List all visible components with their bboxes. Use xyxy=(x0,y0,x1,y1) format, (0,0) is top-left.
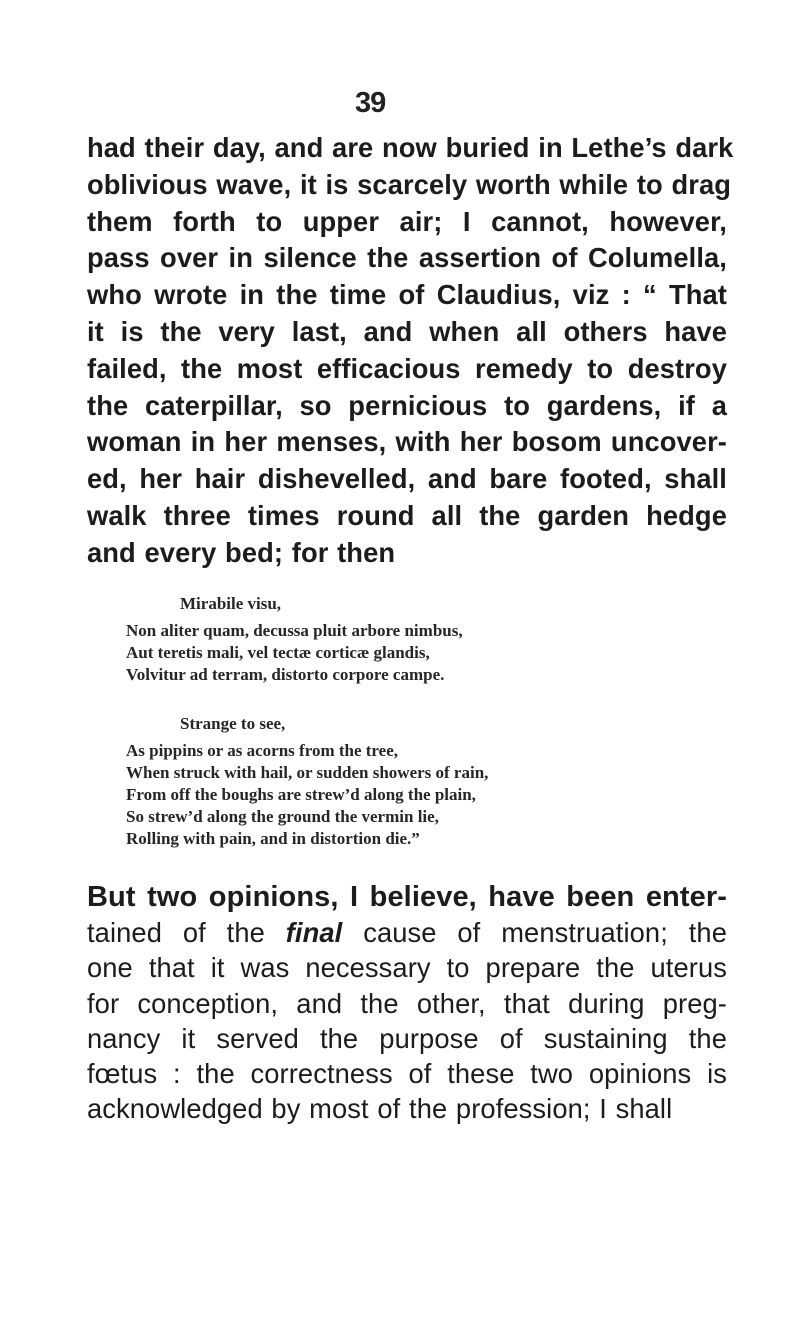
verse-line: When struck with hail, or sudden showers of rain, xyxy=(126,763,489,782)
verse-line: Non aliter quam, decussa pluit arbore nimbus, xyxy=(126,621,463,640)
text-line: who wrote in the time of Claudius, viz : “ That xyxy=(87,279,727,311)
english-verse xyxy=(126,713,696,850)
emphasized-word: final xyxy=(285,917,343,949)
text-run: But two opinions, I believe, have been enter- xyxy=(87,881,727,913)
text-line xyxy=(87,915,727,950)
text-line: acknowledged by most of the profession; I shall xyxy=(87,1093,673,1125)
text-line: walk three times round all the garden hedge xyxy=(87,499,727,531)
text-line: fœtus : the correctness of these two opinions is xyxy=(87,1057,727,1089)
verse-line: As pippins or as acorns from the tree, xyxy=(126,741,398,760)
verse-line: Rolling with pain, and in distortion die.” xyxy=(126,829,420,848)
text-line: it is the very last, and when all others have xyxy=(87,315,727,347)
verse-heading: Strange to see, xyxy=(180,714,286,733)
text-line xyxy=(87,880,727,915)
verse-heading: Mirabile visu, xyxy=(180,594,282,613)
latin-verse xyxy=(126,593,696,686)
paragraph-columella xyxy=(87,130,734,572)
text-line: for conception, and the other, that during preg- xyxy=(87,987,727,1019)
text-line: the caterpillar, so pernicious to gardens, if a xyxy=(87,389,727,421)
text-line: had their day, and are now buried in Lethe’s dark xyxy=(87,132,734,163)
text-line: failed, the most efficacious remedy to destroy xyxy=(87,352,727,384)
text-line: nancy it served the purpose of sustaining the xyxy=(87,1022,727,1054)
paragraph-menstruation xyxy=(87,880,727,1126)
verse-line: From off the boughs are strew’d along the plain, xyxy=(126,785,476,804)
text-run: tained of the xyxy=(87,917,286,949)
page-number: 39 xyxy=(355,87,386,119)
text-line: ed, her hair dishevelled, and bare footed, shall xyxy=(87,463,727,495)
verse-line: So strew’d along the ground the vermin lie, xyxy=(126,807,439,826)
text-run: cause of menstruation; the xyxy=(342,917,727,949)
verse-line: Aut teretis mali, vel tectæ corticæ glandis, xyxy=(126,643,430,662)
text-line: them forth to upper air; I cannot, however, xyxy=(87,205,727,237)
text-line: oblivious wave, it is scarcely worth while to drag xyxy=(87,168,732,200)
verse-line: Volvitur ad terram, distorto corpore campe. xyxy=(126,665,445,684)
text-line: pass over in silence the assertion of Columella, xyxy=(87,242,727,274)
text-line: one that it was necessary to prepare the uterus xyxy=(87,952,727,984)
text-line: and every bed; for then xyxy=(87,536,396,568)
text-line: woman in her menses, with her bosom uncover- xyxy=(87,426,727,458)
